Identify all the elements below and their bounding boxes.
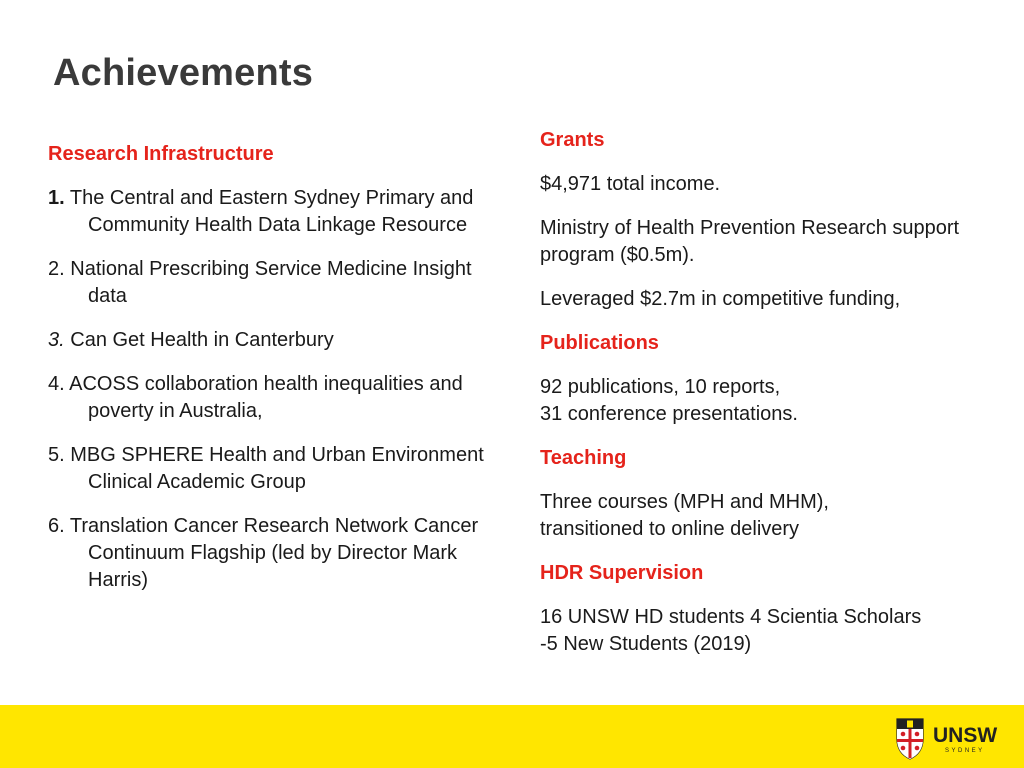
grants-leveraged-funding: Leveraged $2.7m in competitive funding,: [540, 288, 901, 310]
item-number: 1.: [48, 187, 65, 209]
list-item: [48, 185, 508, 239]
list-item: [48, 256, 508, 310]
hdr-supervision-text: [540, 604, 1000, 658]
page-title: Achievements: [53, 52, 314, 94]
item-text: The Central and Eastern Sydney Primary and Community Health Data Linkage Resource: [69, 187, 474, 236]
hdr-supervision-heading: HDR Supervision: [540, 562, 704, 584]
grants-total-income: $4,971 total income.: [540, 173, 721, 195]
item-number: 3.: [48, 329, 65, 351]
achievements-summary-column: [540, 127, 1000, 675]
publications-line-1: 92 publications, 10 reports,: [540, 376, 781, 398]
teaching-text: [540, 489, 1000, 543]
list-item: [48, 442, 508, 496]
item-text: MBG SPHERE Health and Urban Environment Clinical Academic Group: [70, 444, 484, 493]
research-infrastructure-column: [48, 141, 508, 611]
grants-ministry-program: Ministry of Health Prevention Research support program ($0.5m).: [540, 217, 960, 266]
unsw-logo: [893, 715, 1008, 761]
footer-bar: [0, 705, 1024, 768]
item-text: ACOSS collaboration health inequalities and poverty in Australia,: [69, 373, 463, 422]
item-number: 6.: [48, 515, 65, 537]
hdr-line-1: 16 UNSW HD students 4 Scientia Scholars: [540, 606, 922, 628]
item-text: National Prescribing Service Medicine Insight data: [70, 258, 472, 307]
publications-text: [540, 374, 1000, 428]
teaching-line-1: Three courses (MPH and MHM),: [540, 491, 829, 513]
list-item: [48, 371, 508, 425]
publications-line-2: 31 conference presentations.: [540, 403, 798, 425]
item-number: 5.: [48, 444, 65, 466]
logo-subtext: SYDNEY: [945, 748, 985, 754]
hdr-line-2: -5 New Students (2019): [540, 633, 752, 655]
teaching-line-2: transitioned to online delivery: [540, 518, 800, 540]
list-item: [48, 327, 508, 354]
research-infrastructure-heading: Research Infrastructure: [48, 143, 274, 165]
logo-wordmark: UNSW: [933, 724, 998, 747]
item-number: 4.: [48, 373, 65, 395]
teaching-heading: Teaching: [540, 447, 627, 469]
item-text: Can Get Health in Canterbury: [70, 329, 334, 351]
list-item: [48, 513, 508, 594]
grants-heading: Grants: [540, 129, 605, 151]
item-number: 2.: [48, 258, 65, 280]
item-text: Translation Cancer Research Network Cancer Continuum Flagship (led by Director Mark Harris): [69, 515, 479, 591]
crest-icon: [897, 719, 923, 759]
publications-heading: Publications: [540, 332, 659, 354]
